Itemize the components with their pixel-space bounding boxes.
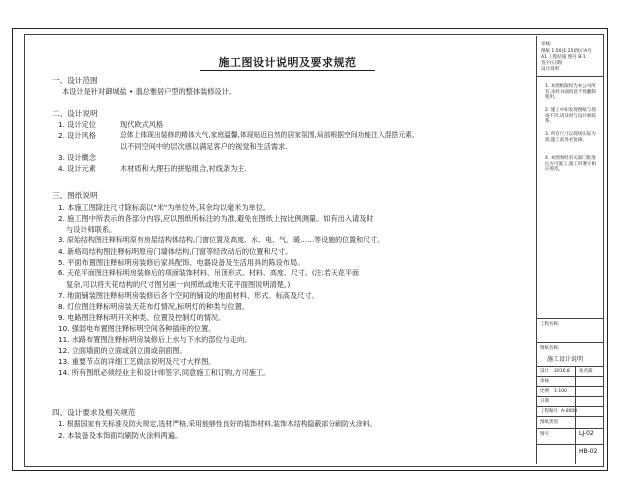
- drawing-note: 4. 新格局结构图注释标明原房门墙体结构,门窗等经改动后的位置和尺寸。: [58, 247, 293, 256]
- title-block-divider: [537, 386, 603, 387]
- drawing-note: 10. 强弱电布置图注释标明空间各种插座的位置。: [58, 324, 216, 333]
- design-item-label: 1. 设计定位: [58, 120, 96, 129]
- title-block-divider: [537, 376, 603, 377]
- section-heading-requirements: 四、设计要求及相关规范: [52, 408, 136, 417]
- row-label: 工程编号: [540, 409, 558, 414]
- title-block-meta: 审核:: [541, 42, 552, 47]
- drawing-note: 与设计师联系。: [66, 225, 117, 234]
- design-item-label: 2. 设计风格: [58, 131, 96, 140]
- drawing-note: 12. 立面墙面的立面或剖立面或剖面图。: [58, 346, 187, 355]
- title-block-divider: [537, 366, 603, 367]
- row-label: 比例: [540, 389, 549, 394]
- title-block-note: 1. 本图纸版权为本公司所有,未经书面同意不得翻制使用。: [545, 84, 596, 101]
- design-item-label: 4. 设计元素: [58, 164, 96, 173]
- title-block-divider: [537, 444, 603, 445]
- title-block-column-divider: [575, 366, 576, 464]
- drawing-note: 6. 天花平面图注释标明房装修后的项面装饰材料、吊顶形式、材料、高度、尺寸。(注:若天花平面: [58, 269, 359, 277]
- design-item-label: 3. 设计概念: [58, 153, 96, 162]
- title-block-divider: [537, 76, 603, 77]
- requirement-note: 2. 本装备及本饰面均刷防火涂料两遍。: [58, 431, 183, 440]
- page-number: HB-02: [579, 448, 598, 455]
- title-block-note: 2. 施工中如发现图纸与现场不符,请及时与设计师联系。: [545, 108, 596, 125]
- drawing-note: 2. 施工图中所表示的各部分内容,应以图纸所标注的为准,避免在图纸上按比例测量。如有出入请及时: [58, 214, 374, 223]
- main-content-area: [40, 36, 535, 464]
- drawing-note: 8. 灯位图注释标明房装天花布灯情况,标明灯的种类与位置。: [58, 302, 250, 311]
- title-block-meta: A1 工程结施 图号 B·1: [541, 55, 586, 60]
- row-label: 日期: [540, 399, 549, 404]
- title-block-note: 3. 所有尺寸以现场实际为准,施工前务必复核。: [545, 132, 596, 143]
- sheet-number: LJ-02: [579, 430, 594, 437]
- drawing-note: 1. 本施工图除注尺寸除标高以"米"为单位外,其余均以毫米为单位。: [58, 203, 271, 212]
- sheet-type-label: 图纸类别: [540, 420, 558, 425]
- row-label: 审核: [540, 379, 549, 384]
- design-item-text: 总体上体现出装修的精体大气,家庭温馨,体现贴近自然的居家氛围,局部根据空间功能注入混搭元素,: [120, 131, 415, 139]
- row-extra: 张君霖: [579, 369, 593, 374]
- title-block-divider: [537, 342, 603, 343]
- drawing-note: 5. 平面布置图注释标明房装修后家具配饰、电器设备及生活用具的陈设布局。: [58, 258, 305, 267]
- row-value: A-0008: [561, 409, 578, 414]
- title-block-meta: 签字(日期): [541, 61, 563, 66]
- title-block: [536, 36, 602, 464]
- scope-text: 本设计是针对御城盐 • 翡总雅居户型的整体装修设计。: [62, 87, 237, 96]
- title-block-meta: 设计说明: [541, 67, 559, 72]
- drawing-name-label: 图纸名称:: [540, 346, 560, 351]
- title-block-meta: 图纸 1:50(1:25)图示A号: [541, 49, 592, 54]
- drawing-note: 13. 重要节点的详细工艺做法说明及尺寸大样图。: [58, 357, 216, 366]
- drawing-note: 3. 原始结构图注释标明原有房屋结构体结构,门窗位置及高度、水、电、气、暖……等设施的位置和尺寸。: [58, 236, 385, 244]
- title-block-divider: [537, 428, 603, 429]
- design-item-text: 现代欧式风格: [120, 120, 164, 129]
- section-heading-scope: 一、设计范围: [52, 76, 98, 85]
- title-block-divider: [537, 396, 603, 397]
- sheet-number-label: 图号: [540, 432, 549, 437]
- row-label: 设计: [540, 369, 549, 374]
- row-value: 1:100: [554, 389, 567, 394]
- drawing-note: 11. 水路布置图注释标明房装修后上水与下水的部位与走向。: [58, 335, 252, 344]
- page-title: 施工图设计说明及要求规范: [218, 56, 357, 69]
- drawing-name: 施工设计说明: [547, 356, 584, 363]
- project-name-label: 工程名称:: [540, 322, 560, 327]
- row-value: 2016.8: [554, 369, 570, 374]
- title-underline: [200, 70, 375, 71]
- title-block-divider: [537, 318, 603, 319]
- title-block-divider: [537, 406, 603, 407]
- drawing-note: 复杂,可以将天花结构的尺寸图另画一向照纸或地天花平面图说明清楚。): [66, 280, 291, 289]
- drawing-note: 7. 地面铺装图注释标明房装修后各个空间的铺设的地面材料、形式、标高及尺寸。: [58, 291, 319, 300]
- requirement-note: 1. 根据国家有关标准及防火规定,选材严格,采用能够性良好的装饰材料,装饰木结构隐蔽部分刷防火涂料。: [58, 420, 377, 428]
- drawing-note: 9. 电路图注释标明开关种类、位置及控制灯的情况。: [58, 313, 226, 322]
- design-item-text: 木材质和大理石的拼贴组合,衬线条为主.: [120, 164, 247, 173]
- title-block-note: 4. 本图须经有关部门批准后方可施工,施工时遵守相应规范。: [545, 156, 596, 173]
- title-block-divider: [537, 416, 603, 417]
- section-heading-drawings: 三、图纸说明: [52, 191, 98, 200]
- section-heading-design: 二、设计说明: [52, 109, 98, 118]
- design-item-text: 以不同空间中的层次感以满足客户的视觉和生活需求.: [120, 142, 288, 151]
- drawing-note: 14. 所有图纸必须经业主和设计师签字,同意施工和订购,方可施工。: [58, 368, 271, 377]
